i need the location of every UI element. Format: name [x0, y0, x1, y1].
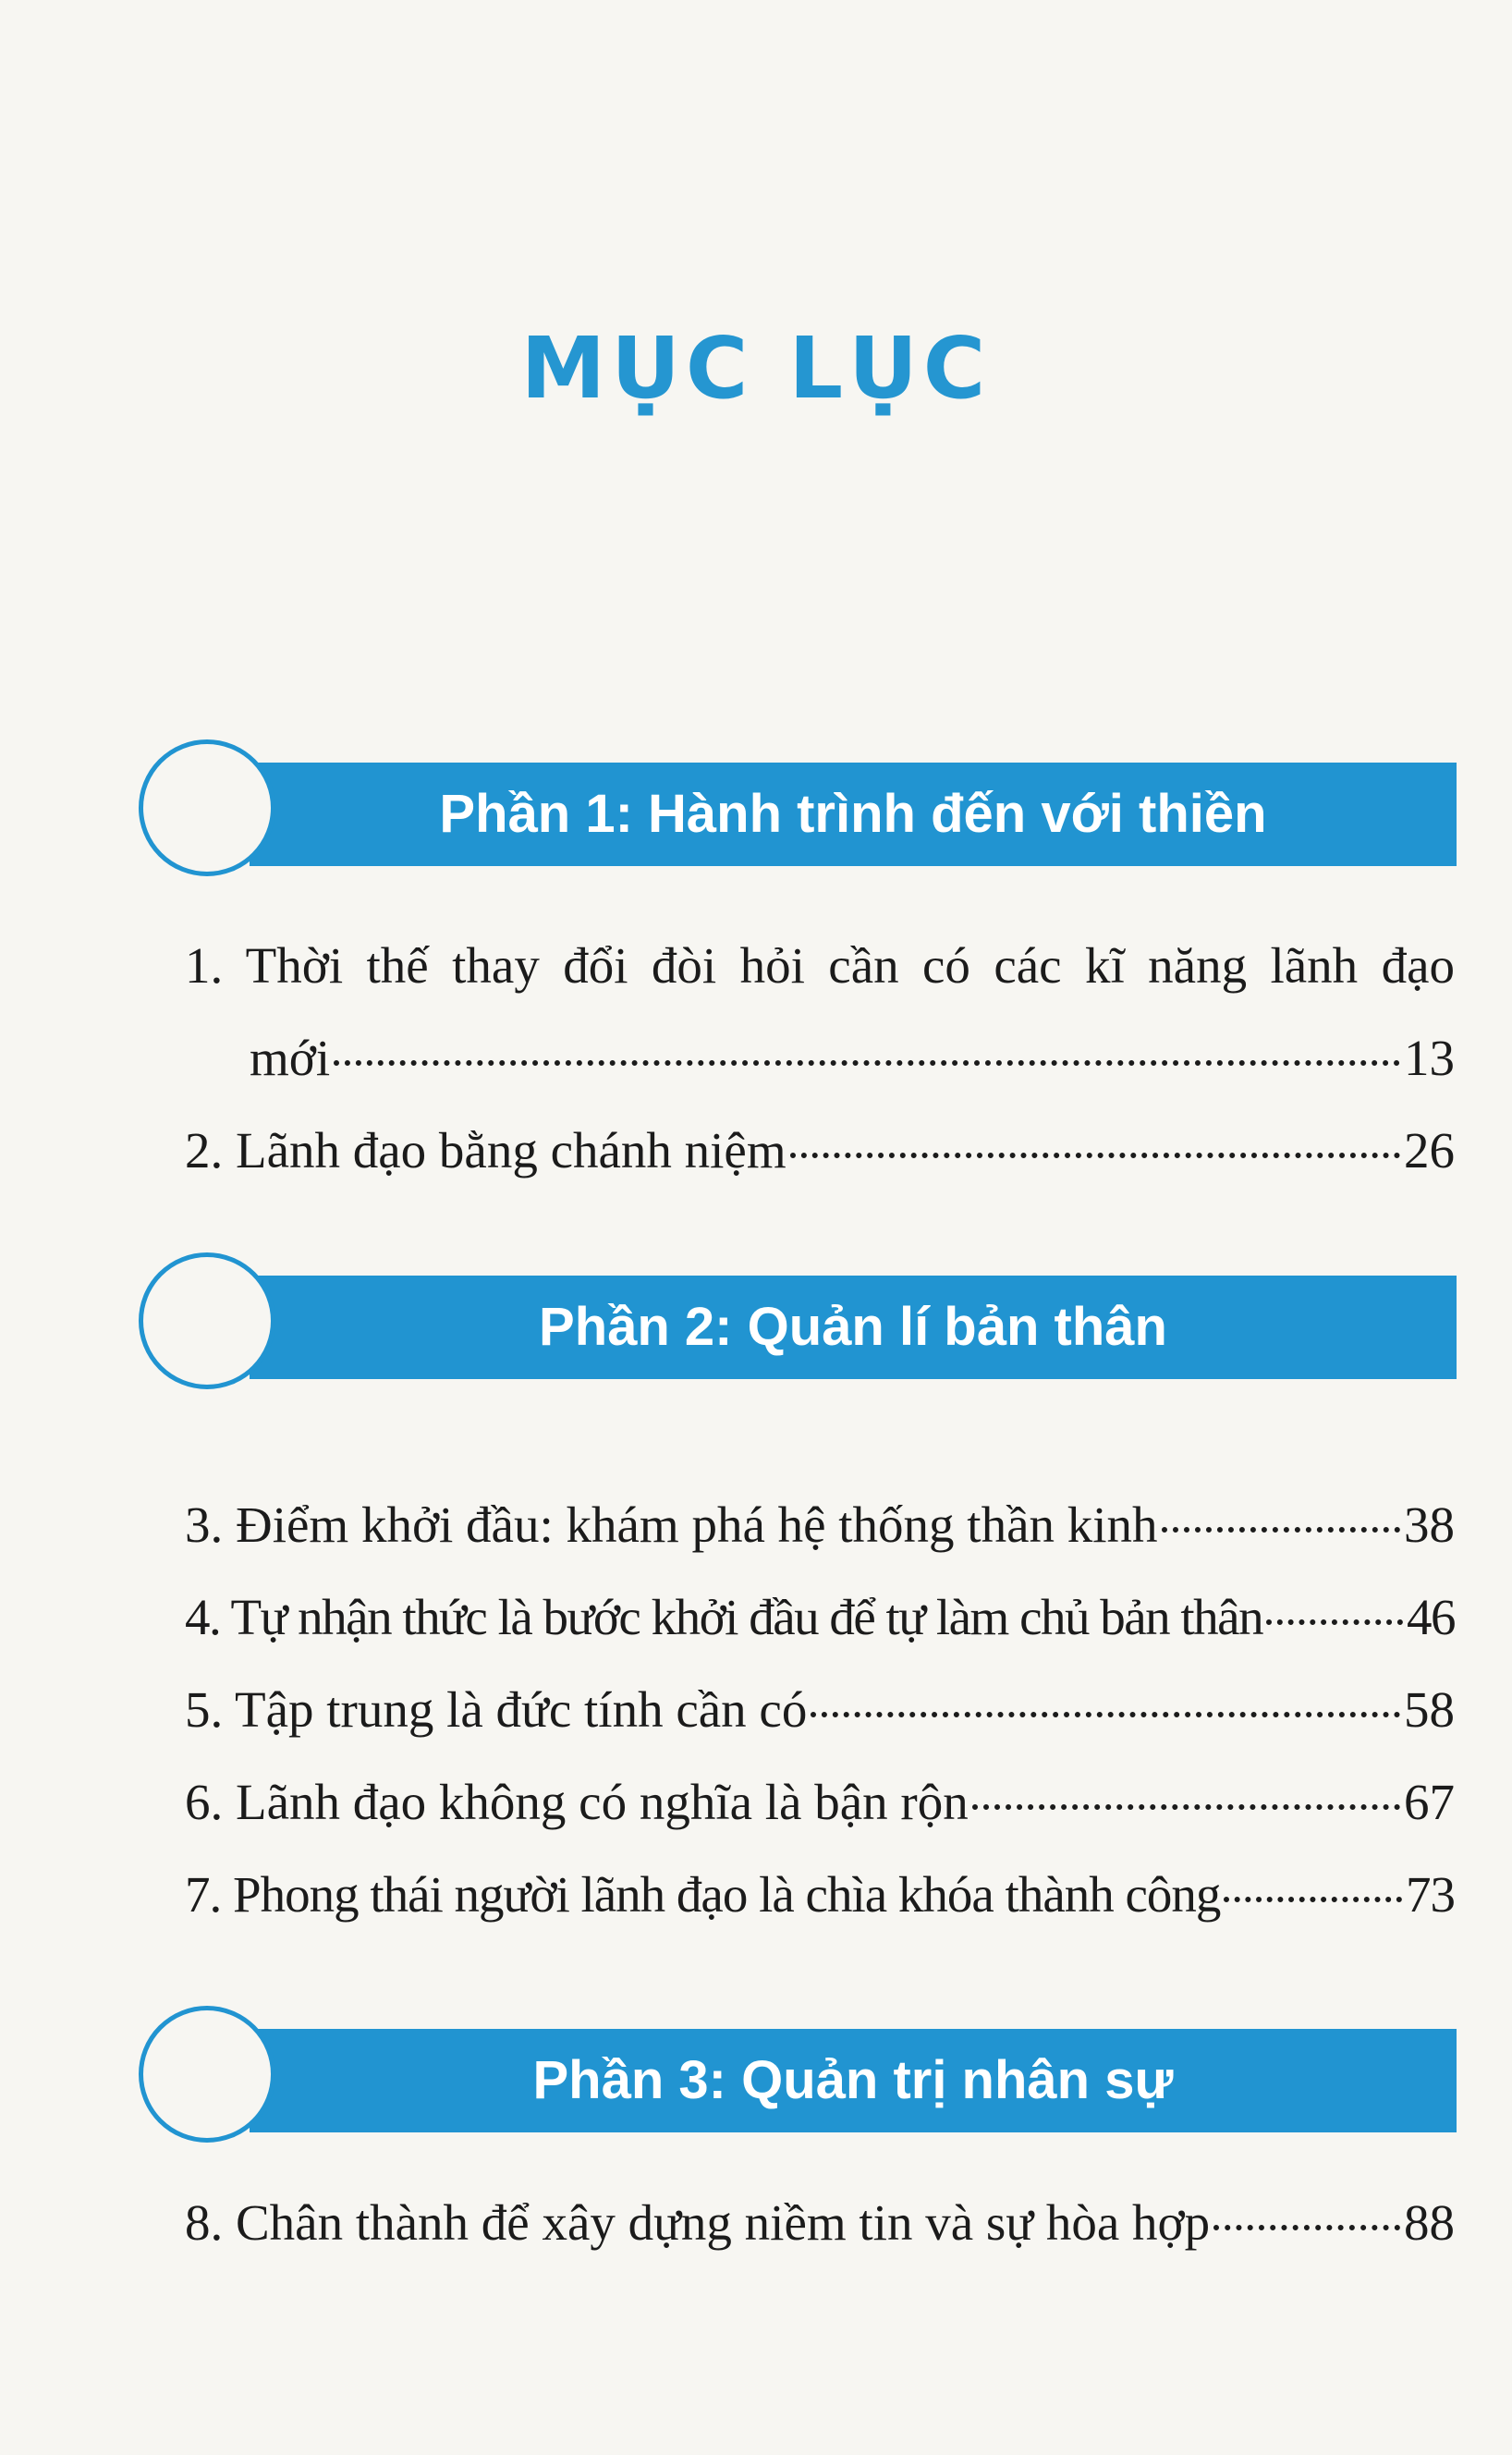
toc-entry-1 [185, 929, 1455, 1003]
section-title: Phần 3: Quản trị nhân sự [532, 2050, 1174, 2110]
section-title: Phần 1: Hành trình đến với thiền [439, 784, 1267, 844]
dot-leader [1266, 1619, 1403, 1625]
toc-entry-text: 8. Chân thành để xây dựng niềm tin và sự hòa hợp [185, 2194, 1211, 2251]
page-title: MỤC LỤC [520, 319, 992, 418]
toc-page-number: 58 [1404, 1681, 1455, 1738]
dot-leader [1224, 1897, 1402, 1902]
toc-entry-text: 7. Phong thái người lãnh đạo là chìa khóa thành công [185, 1866, 1221, 1923]
toc-entry-4 [185, 1581, 1455, 1655]
toc-entry-1-continuation [250, 1021, 1455, 1095]
dot-leader [972, 1804, 1400, 1810]
toc-entry-8 [185, 2186, 1455, 2260]
dot-leader [811, 1712, 1400, 1717]
toc-entry-text: 6. Lãnh đạo không có nghĩa là bận rộn [185, 1774, 969, 1830]
toc-entry-5 [185, 1673, 1455, 1747]
toc-entry-7 [185, 1858, 1455, 1932]
toc-page-number: 13 [1404, 1030, 1455, 1086]
dot-leader [334, 1060, 1400, 1066]
toc-page-number: 73 [1406, 1866, 1455, 1923]
dot-leader [1213, 2225, 1400, 2230]
toc-entry-text: 2. Lãnh đạo bằng chánh niệm [185, 1122, 786, 1179]
toc-entry-text: 5. Tập trung là đức tính cần có [185, 1681, 808, 1738]
toc-page-number: 26 [1404, 1122, 1455, 1179]
toc-entry-text: mới [250, 1030, 331, 1086]
toc-page-number: 38 [1404, 1496, 1455, 1553]
section-header-1 [139, 739, 1457, 878]
toc-page-number: 46 [1407, 1589, 1455, 1645]
section-header-3 [139, 2006, 1457, 2144]
section-title: Phần 2: Quản lí bản thân [539, 1297, 1167, 1357]
dot-leader [790, 1153, 1400, 1158]
toc-entry-text: 4. Tự nhận thức là bước khởi đầu để tự làm chủ bản thân [185, 1589, 1263, 1645]
toc-entry-3 [185, 1488, 1455, 1562]
toc-entry-text: 1. Thời thế thay đổi đòi hỏi cần có các kĩ năng lãnh đạo [185, 937, 1455, 994]
section-header-2 [139, 1252, 1457, 1391]
toc-entry-2 [185, 1114, 1455, 1188]
toc-entry-text: 3. Điểm khởi đầu: khám phá hệ thống thần kinh [185, 1496, 1158, 1553]
dot-leader [1162, 1527, 1400, 1533]
toc-page-number: 67 [1404, 1774, 1455, 1830]
toc-page-number: 88 [1404, 2194, 1455, 2251]
toc-entry-6 [185, 1765, 1455, 1839]
